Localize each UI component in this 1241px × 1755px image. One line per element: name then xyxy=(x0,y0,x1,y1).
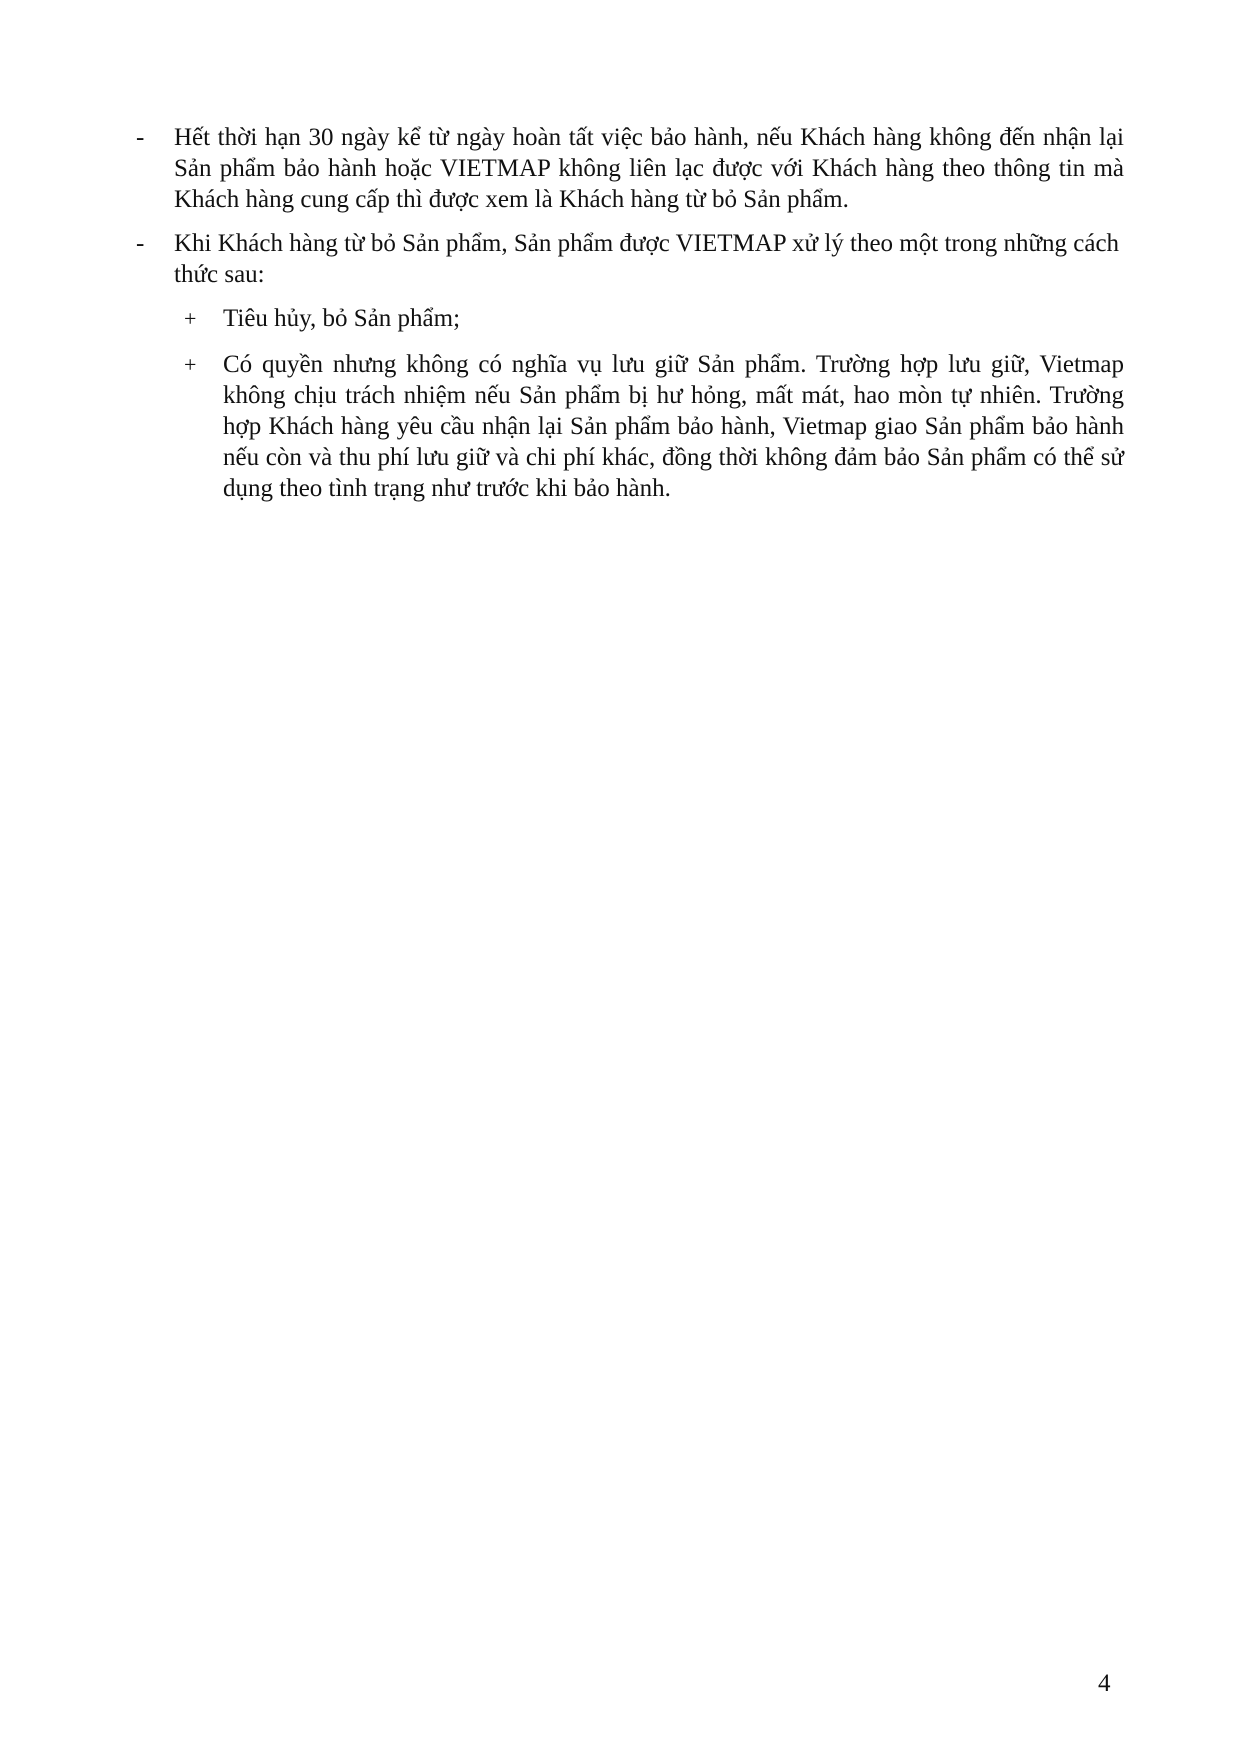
page-number: 4 xyxy=(1098,1670,1111,1697)
sub-list-item-text: Có quyền nhưng không có nghĩa vụ lưu giữ Sản phẩm. Trường hợp lưu giữ, Vietmap không chịu trách nhiệm nếu Sản phẩm bị hư hỏng, mất mát, hao mòn tự nhiên. Trường hợp Khách hàng yêu cầu nhận lại Sản phẩm bảo hành, Vietmap giao Sản phẩm bảo hành nếu còn và thu phí lưu giữ và chi phí khác, đồng thời không đảm bảo Sản phẩm có thể sử dụng theo tình trạng như trước khi bảo hành. xyxy=(223,351,1124,502)
sub-list-item-text: Tiêu hủy, bỏ Sản phẩm; xyxy=(223,305,461,332)
sub-list-item xyxy=(184,349,1124,504)
list-item xyxy=(136,228,1124,290)
plus-bullet: + xyxy=(184,352,197,377)
list-item-text: Hết thời hạn 30 ngày kể từ ngày hoàn tất việc bảo hành, nếu Khách hàng không đến nhận lại Sản phẩm bảo hành hoặc VIETMAP không liên lạc được với Khách hàng theo thông tin mà Khách hàng cung cấp thì được xem là Khách hàng từ bỏ Sản phẩm. xyxy=(174,124,1124,213)
dash-bullet: - xyxy=(136,230,145,257)
sub-list-item xyxy=(184,303,1124,334)
dash-bullet: - xyxy=(136,124,145,151)
list-item xyxy=(136,122,1124,215)
plus-bullet: + xyxy=(184,306,197,331)
list-item-text: Khi Khách hàng từ bỏ Sản phẩm, Sản phẩm được VIETMAP xử lý theo một trong những cách thức sau: xyxy=(174,230,1120,288)
